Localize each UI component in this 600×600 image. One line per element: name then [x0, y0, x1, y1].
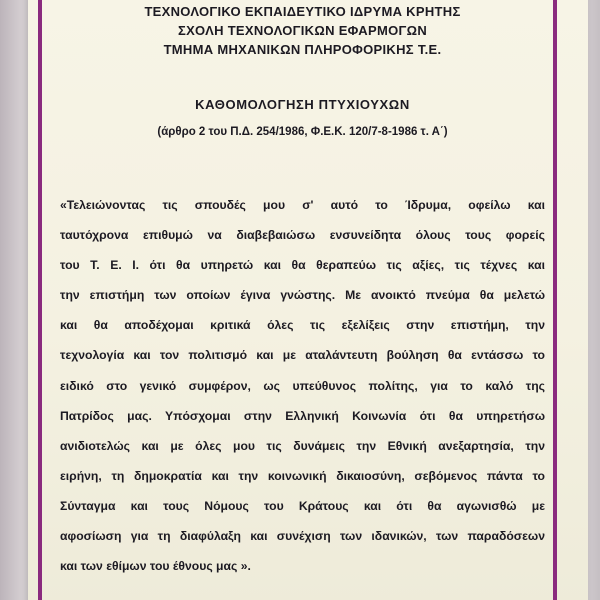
oath-line: την επιστήμη των οποίων έγινα γνώστης. Με ανοικτό πνεύμα θα μελετώ [60, 288, 545, 303]
institution-name: ΤΕΧΝΟΛΟΓΙΚΟ ΕΚΠΑΙΔΕΥΤΙΚΟ ΙΔΡΥΜΑ ΚΡΗΤΗΣ [144, 4, 461, 19]
document-content [60, 0, 545, 600]
oath-line: ειδικό στο γενικό συμφέρον, ως υπεύθυνος πολίτης, για το καλό της [60, 378, 545, 393]
oath-line: και θα αποδέχομαι κριτικά όλες τις εξελίξεις στην επιστήμη, την [60, 318, 545, 333]
oath-line: και των εθίμων του έθνους μας ». [60, 559, 251, 574]
oath-line: Σύνταγμα και τους Νόμους του Κράτους και ότι θα αγωνισθώ με [60, 498, 545, 513]
legal-reference: (άρθρο 2 του Π.Δ. 254/1986, Φ.Ε.Κ. 120/7-8-1986 τ. Α΄) [157, 126, 448, 138]
department-name: ΤΜΗΜΑ ΜΗΧΑΝΙΚΩΝ ΠΛΗΡΟΦΟΡΙΚΗΣ Τ.Ε. [163, 42, 442, 57]
oath-text [60, 190, 545, 581]
document-title: ΚΑΘΟΜΟΛΟΓΗΣΗ ΠΤΥΧΙΟΥΧΩΝ [195, 97, 410, 112]
oath-line: του Τ. Ε. Ι. ότι θα υπηρετώ και θα θεραπεύω τις αξίες, τις τέχνες και [60, 258, 545, 273]
oath-line: τεχνολογία και τον πολιτισμό και με αταλάντευτη βούληση θα εντάσσω το [60, 348, 545, 363]
left-purple-border [38, 0, 42, 600]
oath-line: «Τελειώνοντας τις σπουδές μου σ' αυτό το Ίδρυμα, οφείλω και [60, 198, 545, 212]
school-name: ΣΧΟΛΗ ΤΕΧΝΟΛΟΓΙΚΩΝ ΕΦΑΡΜΟΓΩΝ [177, 23, 428, 38]
oath-line: ταυτόχρονα επιθυμώ να διαβεβαιώσω ενσυνείδητα όλους τους φορείς [60, 228, 545, 243]
letterhead [60, 0, 545, 59]
oath-line: Πατρίδος μας. Υπόσχομαι στην Ελληνική Κοινωνία ότι θα υπηρετήσω [60, 408, 545, 423]
oath-line: ειρήνη, τη δημοκρατία και την κοινωνική δικαιοσύνη, σεβόμενος πάντα το [60, 468, 545, 483]
right-purple-border [553, 0, 557, 600]
oath-line: ανιδιοτελώς και με όλες μου τις δυνάμεις την Εθνική ανεξαρτησία, την [60, 438, 545, 453]
oath-line: αφοσίωση για τη διαφύλαξη και συνέχιση των ιδανικών, των παραδόσεων [60, 529, 545, 544]
